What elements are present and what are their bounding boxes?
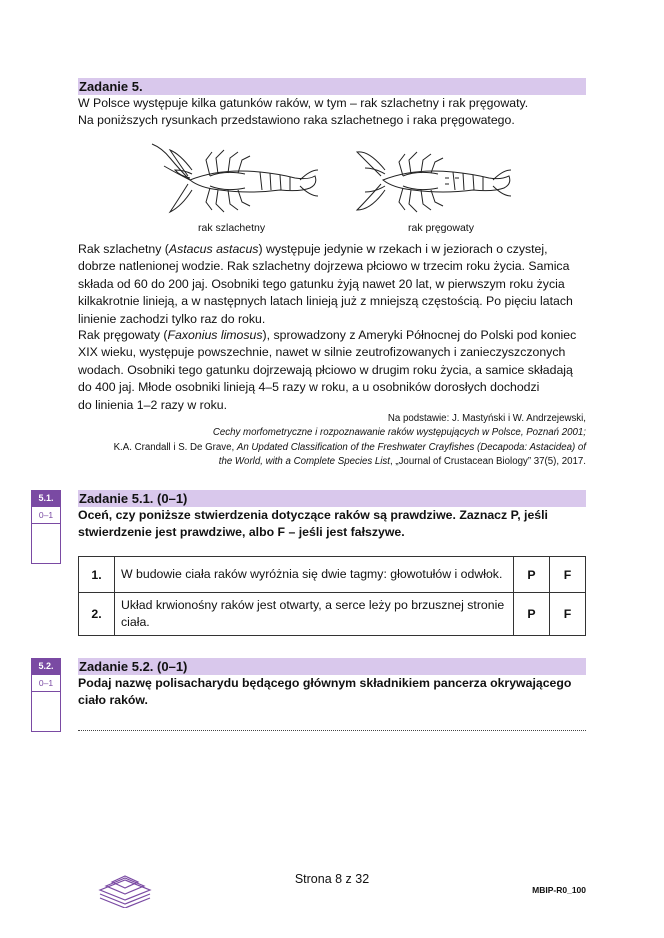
paragraph-line: Rak szlachetny (Astacus astacus) występuje jedynie w rzekach i w jeziorach o czystej, — [78, 242, 548, 256]
paragraph-noble-crayfish — [78, 241, 588, 328]
caption-noble-crayfish: rak szlachetny — [198, 222, 266, 234]
true-option[interactable]: P — [514, 593, 550, 636]
source-line: Na podstawie: J. Mastyński i W. Andrzejewski, — [387, 413, 586, 424]
paragraph-line: kilkakrotnie linieją, a w następnych latach linieją już z mniejszą częstością. Po pięciu latach — [78, 294, 573, 309]
table-row — [79, 593, 586, 636]
intro-line: W Polsce występuje kilka gatunków raków, w tym – rak szlachetny i rak pręgowaty. — [78, 96, 529, 110]
task-5-2-points: 0–1 — [31, 675, 61, 692]
paragraph-line: linienie zachodzi tylko raz do roku. — [78, 311, 266, 326]
task-5-1-instruction — [78, 507, 588, 542]
exam-code: MBIP-R0_100 — [532, 885, 586, 895]
paragraph-line: XIX wieku, występuje powszechnie, nawet w silnie zeutrofizowanych i zanieczyszczonych — [78, 345, 566, 360]
task-5-1-title: Zadanie 5.1. (0–1) — [78, 490, 586, 507]
table-row — [79, 557, 586, 593]
statement-text: W budowie ciała raków wyróżnia się dwie tagmy: głowotułów i odwłok. — [115, 557, 514, 593]
task-5-2-number: 5.2. — [31, 658, 61, 675]
statement-number: 1. — [79, 557, 115, 593]
noble-crayfish-drawing — [150, 140, 320, 220]
task-5-1-points: 0–1 — [31, 507, 61, 524]
task-5-title: Zadanie 5. — [78, 78, 586, 95]
source-line: K.A. Crandall i S. De Grave, An Updated Classification of the Freshwater Crayfishes (Decapoda: Astacidea) of — [113, 441, 586, 453]
intro-line: Na poniższych rysunkach przedstawiono raka szlachetnego i raka pręgowatego. — [78, 113, 515, 128]
page-number: Strona 8 z 32 — [294, 872, 370, 886]
paragraph-line: Rak pręgowaty (Faxonius limosus), sprowadzony z Ameryki Północnej do Polski pod koniec — [78, 328, 577, 342]
false-option[interactable]: F — [550, 593, 586, 636]
source-citation — [66, 412, 586, 470]
paragraph-line: dobrze natlenionej wodzie. Rak szlachetny dojrzewa płciowo w trzecim roku życia. Samica — [78, 259, 570, 274]
false-option[interactable]: F — [550, 557, 586, 593]
task-5-2-title: Zadanie 5.2. (0–1) — [78, 658, 586, 675]
paragraph-spiny-cheek-crayfish — [78, 327, 588, 414]
true-false-table — [78, 556, 586, 636]
statement-text: Układ krwionośny raków jest otwarty, a serce leży po brzusznej stronie ciała. — [115, 593, 514, 636]
paragraph-line: składa od 60 do 200 jaj. Osobniki tego gatunku żyją nawet 20 lat, w pierwszym roku życia — [78, 276, 565, 291]
task-5-1-number: 5.1. — [31, 490, 61, 507]
source-line: Cechy morfometryczne i rozpoznawanie raków występujących w Polsce, Poznań 2001; — [212, 427, 586, 439]
instruction-line: stwierdzenie jest prawdziwe, albo F – jeśli jest fałszywe. — [78, 525, 405, 540]
instruction-line: Podaj nazwę polisacharydu będącego głównym składnikiem pancerza okrywającego — [78, 676, 572, 690]
true-option[interactable]: P — [514, 557, 550, 593]
answer-line[interactable] — [78, 724, 586, 731]
caption-spiny-cheek-crayfish: rak pręgowaty — [408, 222, 474, 234]
paragraph-line: do 400 jaj. Młode osobniki linieją 4–5 razy w roku, a u osobników dorosłych dochodzi — [78, 380, 540, 395]
paragraph-line: wodach. Osobniki tego gatunku dojrzewają płciowo w drugim roku życia, a samice składają — [78, 362, 573, 377]
task-5-intro — [78, 95, 588, 130]
instruction-line: Oceń, czy poniższe stwierdzenia dotyczące raków są prawdziwe. Zaznacz P, jeśli — [78, 508, 548, 522]
source-line: the World, with a Complete Species List, „Journal of Crustacean Biology” 37(5), 2017. — [218, 456, 586, 468]
instruction-line: ciało raków. — [78, 693, 148, 708]
spiny-cheek-crayfish-drawing — [345, 140, 515, 220]
statement-number: 2. — [79, 593, 115, 636]
task-5-2-instruction — [78, 675, 588, 710]
paragraph-line: do linienia 1–2 razy w roku. — [78, 397, 228, 412]
